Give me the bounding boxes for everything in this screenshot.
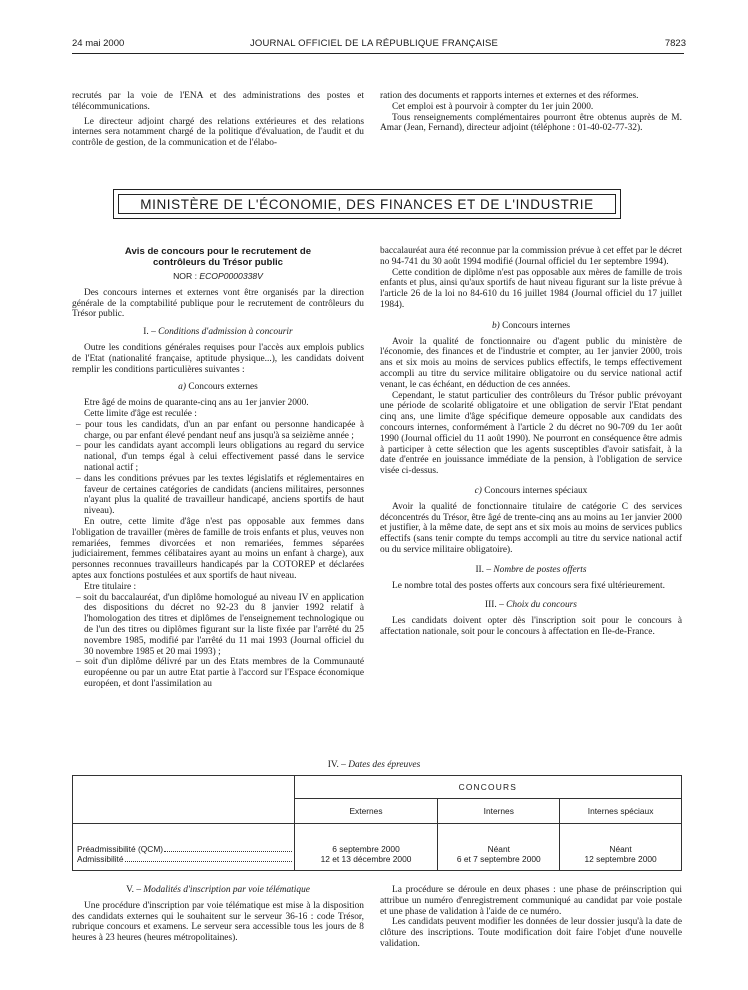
paragraph: Cette limite d'âge est reculée : bbox=[84, 408, 197, 419]
paragraph: Les candidats doivent opter dès l'inscription soit pour le concours à affectation nationale, soit pour le concours à affectation en Ile-de-France. bbox=[380, 616, 682, 637]
header-page-number: 7823 bbox=[664, 38, 686, 49]
externes-dates-cell bbox=[294, 824, 438, 871]
paragraph: Etre titulaire : bbox=[84, 581, 137, 592]
header-journal-title: JOURNAL OFFICIEL DE LA RÉPUBLIQUE FRANÇAISE bbox=[249, 38, 499, 49]
table-corner-cell bbox=[73, 776, 295, 824]
paragraph: Etre âgé de moins de quarante-cinq ans au 1er janvier 2000. bbox=[84, 398, 309, 409]
paragraph: Une procédure d'inscription par voie télématique est mise à la disposition des candidats externes qui le souhaitent sur le serveur 36-16 : code Trésor, rubrique concours et examens. Le serveur sera accessible tous les jours de 8 heures à 23 heures (heures métropolitaines). bbox=[72, 900, 364, 944]
subsection-heading: c) Concours internes spéciaux bbox=[474, 485, 588, 496]
header-rule bbox=[72, 53, 684, 54]
subsection-heading: b) Concours internes bbox=[491, 320, 571, 331]
top-right-column bbox=[380, 91, 682, 134]
paragraph: Cependant, le statut particulier des contrôleurs du Trésor public prévoyant une période de scolarité obligatoire et une obligation de servir l'Etat pendant cinq ans, une limite d'âge spécifique demeure opposable aux candidats des concours internes, conformément à l'article 2 du décret no 90-709 du 1er août 1990 (Journal officiel du 11 août 1990). Ne pourront en conséquence être admis à participer à cette sélection que les agents susceptibles d'avoir satisfait, à la date d'entrée en jouissance immédiate de la pension, à l'obligation de service visée ci-dessus. bbox=[380, 390, 682, 477]
row-label: Préadmissibilité (QCM) bbox=[77, 844, 164, 854]
paragraph: Tous renseignements complémentaires pourront être obtenus auprès de M. Amar (Jean, Fernand), directeur adjoint (téléphone : 01-40-02-77-32). bbox=[380, 112, 682, 134]
ministry-heading: MINISTÈRE DE L'ÉCONOMIE, DES FINANCES ET DE L'INDUSTRIE bbox=[118, 194, 616, 214]
section-heading: III. – Choix du concours bbox=[485, 600, 577, 611]
speciaux-dates-cell bbox=[560, 824, 682, 871]
paragraph: Outre les conditions générales requises pour l'accès aux emplois publics de l'Etat (nationalité française, aptitude physique...), les candidats doivent remplir les conditions particulières suivantes : bbox=[72, 342, 364, 375]
table-cell-value: 6 et 7 septembre 2000 bbox=[456, 854, 541, 864]
ministry-heading-box bbox=[113, 189, 621, 219]
subsection-heading: a) Concours externes bbox=[178, 382, 258, 393]
table-cell-value: 12 et 13 décembre 2000 bbox=[320, 854, 412, 864]
paragraph: Les candidats peuvent modifier les données de leur dossier jusqu'à la date de clôture des inscriptions. Toute modification doit faire l'objet d'une nouvelle validation. bbox=[380, 917, 682, 949]
paragraph: Cet emploi est à pourvoir à compter du 1er juin 2000. bbox=[392, 101, 594, 112]
header-date: 24 mai 2000 bbox=[72, 38, 125, 49]
column-header-internes-speciaux: Internes spéciaux bbox=[560, 799, 682, 824]
internes-dates-cell bbox=[438, 824, 560, 871]
table-title: IV. – Dates des épreuves bbox=[327, 760, 421, 770]
paragraph: baccalauréat aura été reconnue par la commission prévue à cet effet par le décret no 94-741 du 30 août 1994 modifié (Journal officiel du 1er septembre 1994). bbox=[380, 246, 682, 267]
paragraph: Le directeur adjoint chargé des relations extérieures et des relations internes sera notamment chargé de la politique d'évaluation, de l'audit et du contrôle de gestion, de la communication et de l'élabo- bbox=[72, 116, 364, 149]
section-heading: I. – Conditions d'admission à concourir bbox=[143, 327, 293, 338]
table-cell-value: Néant bbox=[609, 844, 632, 854]
paragraph: Avoir la qualité de fonctionnaire titulaire de catégorie C des services déconcentrés du Trésor, être âgé de trente-cinq ans au moins au 1er janvier 2000 et justifier, à la même date, de sept ans et six mois au moins de services publics effectifs (sans tenir compte du temps accompli au titre du service national actif ou du service militaire obligatoire). bbox=[380, 501, 682, 555]
list-item: – dans les conditions prévues par les textes législatifs et réglementaires en faveur de certaines catégories de candidats (anciens militaires, personnes n'ayant plus la qualité de travailleur handicapé, anciens sportifs de haut niveau). bbox=[72, 474, 364, 517]
section-heading: II. – Nombre de postes offerts bbox=[475, 564, 587, 575]
top-left-column bbox=[72, 91, 364, 149]
row-labels-cell bbox=[73, 824, 295, 871]
dates-table bbox=[72, 775, 682, 871]
row-label: Admissibilité bbox=[77, 854, 124, 864]
nor-value: ECOP0000338V bbox=[199, 271, 263, 281]
paragraph: ration des documents et rapports internes et externes et des réformes. bbox=[380, 91, 639, 101]
table-group-header: CONCOURS bbox=[294, 776, 681, 799]
paragraph: recrutés par la voie de l'ENA et des administrations des postes et télécommunications. bbox=[72, 91, 364, 112]
paragraph: Avoir la qualité de fonctionnaire ou d'agent public du ministère de l'économie, des finances et de l'industrie et compter, au 1er janvier 2000, trois ans et six mois au moins de services publics effectifs, le temps effectivement accompli au titre du service militaire obligatoire ou du service national actif venant, le cas échéant, en déduction de ces années. bbox=[380, 336, 682, 390]
table-cell-value: 6 septembre 2000 bbox=[332, 844, 400, 854]
paragraph: Le nombre total des postes offerts aux concours sera fixé ultérieurement. bbox=[392, 580, 665, 591]
paragraph: Cette condition de diplôme n'est pas opposable aux mères de famille de trois enfants et plus, ainsi qu'aux sportifs de haut niveau figurant sur la liste prévue à l'article 26 de la loi no 84-610 du 16 juillet 1984 (Journal officiel du 17 juillet 1984). bbox=[380, 267, 682, 310]
nor-label: NOR : bbox=[173, 271, 197, 281]
paragraph: La procédure se déroule en deux phases : une phase de préinscription qui attribue un numéro d'enregistrement communiqué au candidat par voie postale et une phase de validation à l'aide de ce numéro. bbox=[380, 885, 682, 917]
section-heading: V. – Modalités d'inscription par voie télématique bbox=[126, 885, 310, 895]
column-header-internes: Internes bbox=[438, 799, 560, 824]
list-item: – pour les candidats ayant accompli leurs obligations au regard du service national, d'un temps égal à celui effectivement passé dans le service national actif ; bbox=[72, 441, 364, 473]
table-cell-value: 12 septembre 2000 bbox=[584, 854, 657, 864]
paragraph: Des concours internes et externes vont être organisés par la direction générale de la comptabilité publique pour le recrutement de contrôleurs du Trésor public. bbox=[72, 287, 364, 320]
age-limit-list bbox=[72, 420, 364, 517]
table-cell-value: Néant bbox=[487, 844, 510, 854]
bottom-right-column bbox=[380, 885, 682, 950]
avis-title: Avis de concours pour le recrutement de contrôleurs du Trésor public bbox=[124, 246, 312, 268]
diploma-list bbox=[72, 593, 364, 690]
bottom-left-column bbox=[72, 885, 364, 944]
nor-reference bbox=[72, 271, 364, 282]
list-item: – soit d'un diplôme délivré par un des Etats membres de la Communauté européenne ou par un autre Etat partie à l'accord sur l'Espace économique européen, et dont l'assimilation au bbox=[72, 657, 364, 689]
left-main-column bbox=[72, 246, 364, 690]
list-item: – soit du baccalauréat, d'un diplôme homologué au niveau IV en application des dispositions du décret no 92-23 du 8 janvier 1992 relatif à l'homologation des titres et diplômes de l'enseignement technologique ou de l'un des titres ou diplômes figurant sur la liste fixée par l'arrêté du 25 novembre 1985, modifié par l'arrêté du 11 mai 1993 (Journal officiel du 30 novembre 1985 et 20 mai 1993) ; bbox=[72, 593, 364, 658]
list-item: – pour tous les candidats, d'un an par enfant ou personne handicapée à charge, ou par enfant élevé pendant neuf ans jusqu'à sa seizième année ; bbox=[72, 420, 364, 442]
right-main-column bbox=[380, 246, 682, 638]
paragraph: En outre, cette limite d'âge n'est pas opposable aux femmes dans l'obligation de travailler (mères de famille de trois enfants et plus, veuves non remariées, femmes divorcées et non remariées, femmes séparées judiciairement, femmes célibataires ayant au moins un enfant à charge), aux personnes reconnues travailleurs handicapés par la COTOREP et déclarées aptes aux fonctions postulées et aux sportifs de haut niveau. bbox=[72, 516, 364, 581]
column-header-externes: Externes bbox=[294, 799, 438, 824]
